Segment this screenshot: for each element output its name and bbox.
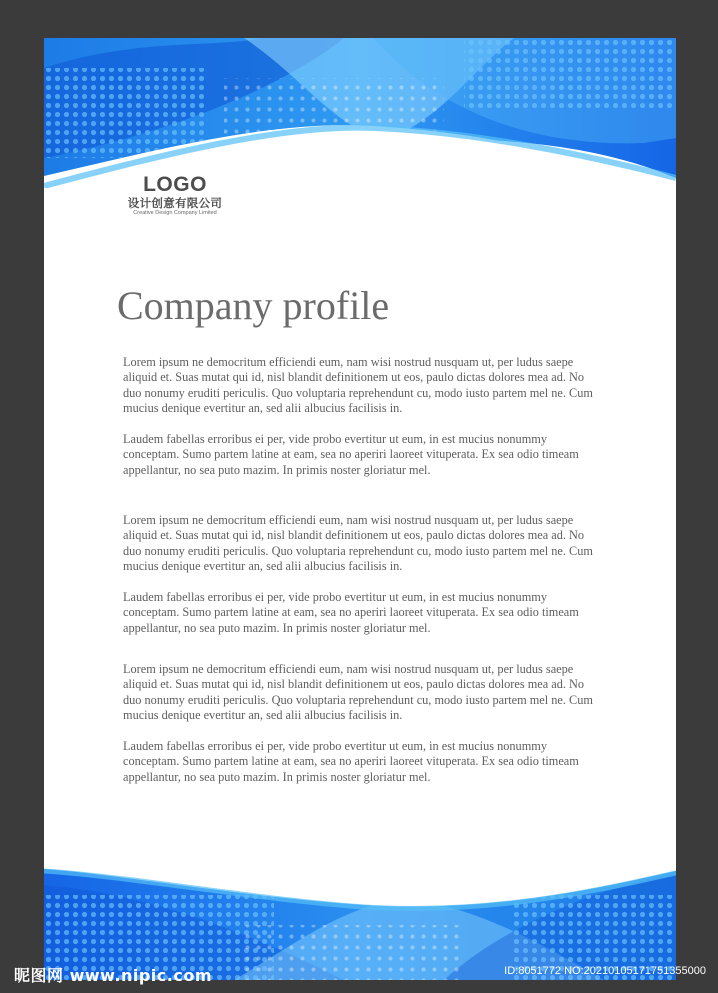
paragraph-2: Laudem fabellas erroribus ei per, vide probo evertitur ut eum, in est mucius nonummy conceptam. Sumo partem latine at eam, sea no aperiri laoreet vituperata. Ex sea odio timeam appellantur, no sea puto mazim. In primis noster gloriatur mel.: [123, 432, 579, 477]
page-title: Company profile: [117, 283, 390, 328]
letterhead-page: [44, 38, 676, 980]
paragraph-6: Laudem fabellas erroribus ei per, vide probo evertitur ut eum, in est mucius nonummy conceptam. Sumo partem latine at eam, sea no aperiri laoreet vituperata. Ex sea odio timeam appellantur, no sea puto mazim. In primis noster gloriatur mel.: [123, 739, 579, 784]
top-wave-decoration: [44, 38, 676, 188]
logo-chinese-name: 设计创意有限公司: [127, 196, 223, 210]
logo-tagline: Creative Design Company Limited: [133, 210, 217, 216]
paragraph-4: Laudem fabellas erroribus ei per, vide probo evertitur ut eum, in est mucius nonummy conceptam. Sumo partem latine at eam, sea no aperiri laoreet vituperata. Ex sea odio timeam appellantur, no sea puto mazim. In primis noster gloriatur mel.: [123, 590, 579, 635]
watermark-id: ID:8051772 NO:20210105171751355000: [504, 965, 706, 977]
watermark-site: 昵图网 www.nipic.com: [14, 966, 212, 985]
paragraph-3: Lorem ipsum ne democritum efficiendi eum, nam wisi nostrud nusquam ut, per ludus saepe aliquid et. Suas mutat qui id, nisl blandit definitionem ut eos, paulo dictas dolores mea ad. No duo nonumy eruditi periculis. Quo voluptaria reprehendunt cu, modo iusto partem mel ne. Cum mucius denique evertitur an, sed alii albucius facilisis in.: [123, 513, 593, 573]
paragraph-1: Lorem ipsum ne democritum efficiendi eum, nam wisi nostrud nusquam ut, per ludus saepe aliquid et. Suas mutat qui id, nisl blandit definitionem ut eos, paulo dictas dolores mea ad. No duo nonumy eruditi periculis. Quo voluptaria reprehendunt cu, modo iusto partem mel ne. Cum mucius denique evertitur an, sed alii albucius facilisis in.: [123, 355, 593, 415]
company-logo: [114, 174, 236, 217]
logo-text: LOGO: [143, 173, 207, 196]
paragraph-5: Lorem ipsum ne democritum efficiendi eum, nam wisi nostrud nusquam ut, per ludus saepe aliquid et. Suas mutat qui id, nisl blandit definitionem ut eos, paulo dictas dolores mea ad. No duo nonumy eruditi periculis. Quo voluptaria reprehendunt cu, modo iusto partem mel ne. Cum mucius denique evertitur an, sed alii albucius facilisis in.: [123, 662, 593, 722]
